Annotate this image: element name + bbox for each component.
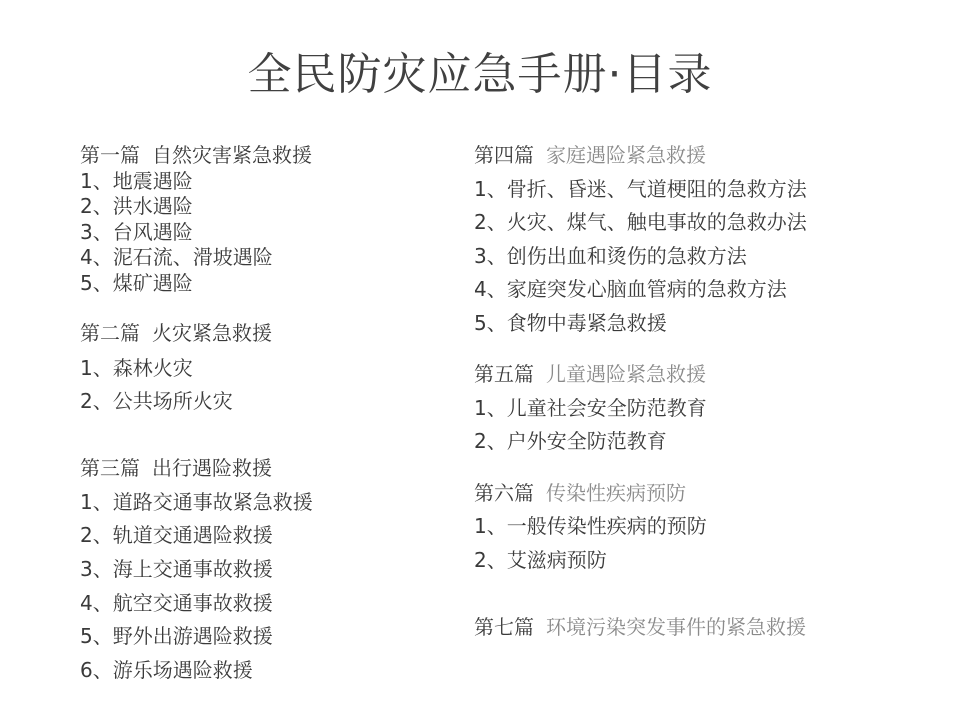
section-label: 第一篇 (80, 143, 140, 167)
section-label: 第四篇 (474, 143, 534, 167)
section-label: 第六篇 (474, 481, 534, 505)
section-heading-7 (474, 611, 806, 640)
section-heading-4 (474, 139, 706, 168)
section-name: 儿童遇险紧急救援 (546, 362, 706, 386)
toc-item: 3、海上交通事故救援 (80, 557, 273, 581)
toc-item: 2、火灾、煤气、触电事故的急救办法 (474, 210, 807, 234)
toc-item: 6、游乐场遇险救援 (80, 658, 253, 682)
toc-item: 1、骨折、昏迷、气道梗阻的急救方法 (474, 177, 807, 201)
section-label: 第二篇 (80, 321, 140, 345)
page-title: 全民防灾应急手册·目录 (247, 49, 713, 100)
toc-item: 1、森林火灾 (80, 356, 193, 380)
toc-item: 2、艾滋病预防 (474, 548, 607, 572)
toc-item: 3、台风遇险 (80, 220, 193, 244)
toc-item: 1、道路交通事故紧急救援 (80, 490, 313, 514)
section-name: 环境污染突发事件的紧急救援 (546, 615, 806, 639)
section-name: 家庭遇险紧急救援 (546, 143, 706, 167)
section-name: 火灾紧急救援 (152, 321, 272, 345)
toc-item: 4、航空交通事故救援 (80, 591, 273, 615)
section-label: 第七篇 (474, 615, 534, 639)
toc-item: 5、食物中毒紧急救援 (474, 311, 667, 335)
toc-item: 2、户外安全防范教育 (474, 429, 667, 453)
section-heading-2 (80, 317, 272, 346)
toc-item: 1、儿童社会安全防范教育 (474, 396, 707, 420)
toc-item: 1、地震遇险 (80, 169, 193, 193)
section-name: 出行遇险救援 (152, 456, 272, 480)
toc-item: 2、洪水遇险 (80, 194, 193, 218)
section-name: 自然灾害紧急救援 (152, 143, 312, 167)
section-heading-6 (474, 477, 686, 506)
toc-item: 4、泥石流、滑坡遇险 (80, 245, 273, 269)
section-heading-3 (80, 452, 272, 481)
section-label: 第三篇 (80, 456, 140, 480)
toc-item: 5、煤矿遇险 (80, 271, 193, 295)
section-heading-1 (80, 139, 312, 168)
toc-item: 2、轨道交通遇险救援 (80, 523, 273, 547)
toc-item: 4、家庭突发心脑血管病的急救方法 (474, 277, 787, 301)
section-label: 第五篇 (474, 362, 534, 386)
toc-item: 2、公共场所火灾 (80, 389, 233, 413)
toc-item: 5、野外出游遇险救援 (80, 624, 273, 648)
section-name: 传染性疾病预防 (546, 481, 686, 505)
toc-item: 1、一般传染性疾病的预防 (474, 514, 707, 538)
section-heading-5 (474, 358, 706, 387)
toc-item: 3、创伤出血和烫伤的急救方法 (474, 244, 747, 268)
